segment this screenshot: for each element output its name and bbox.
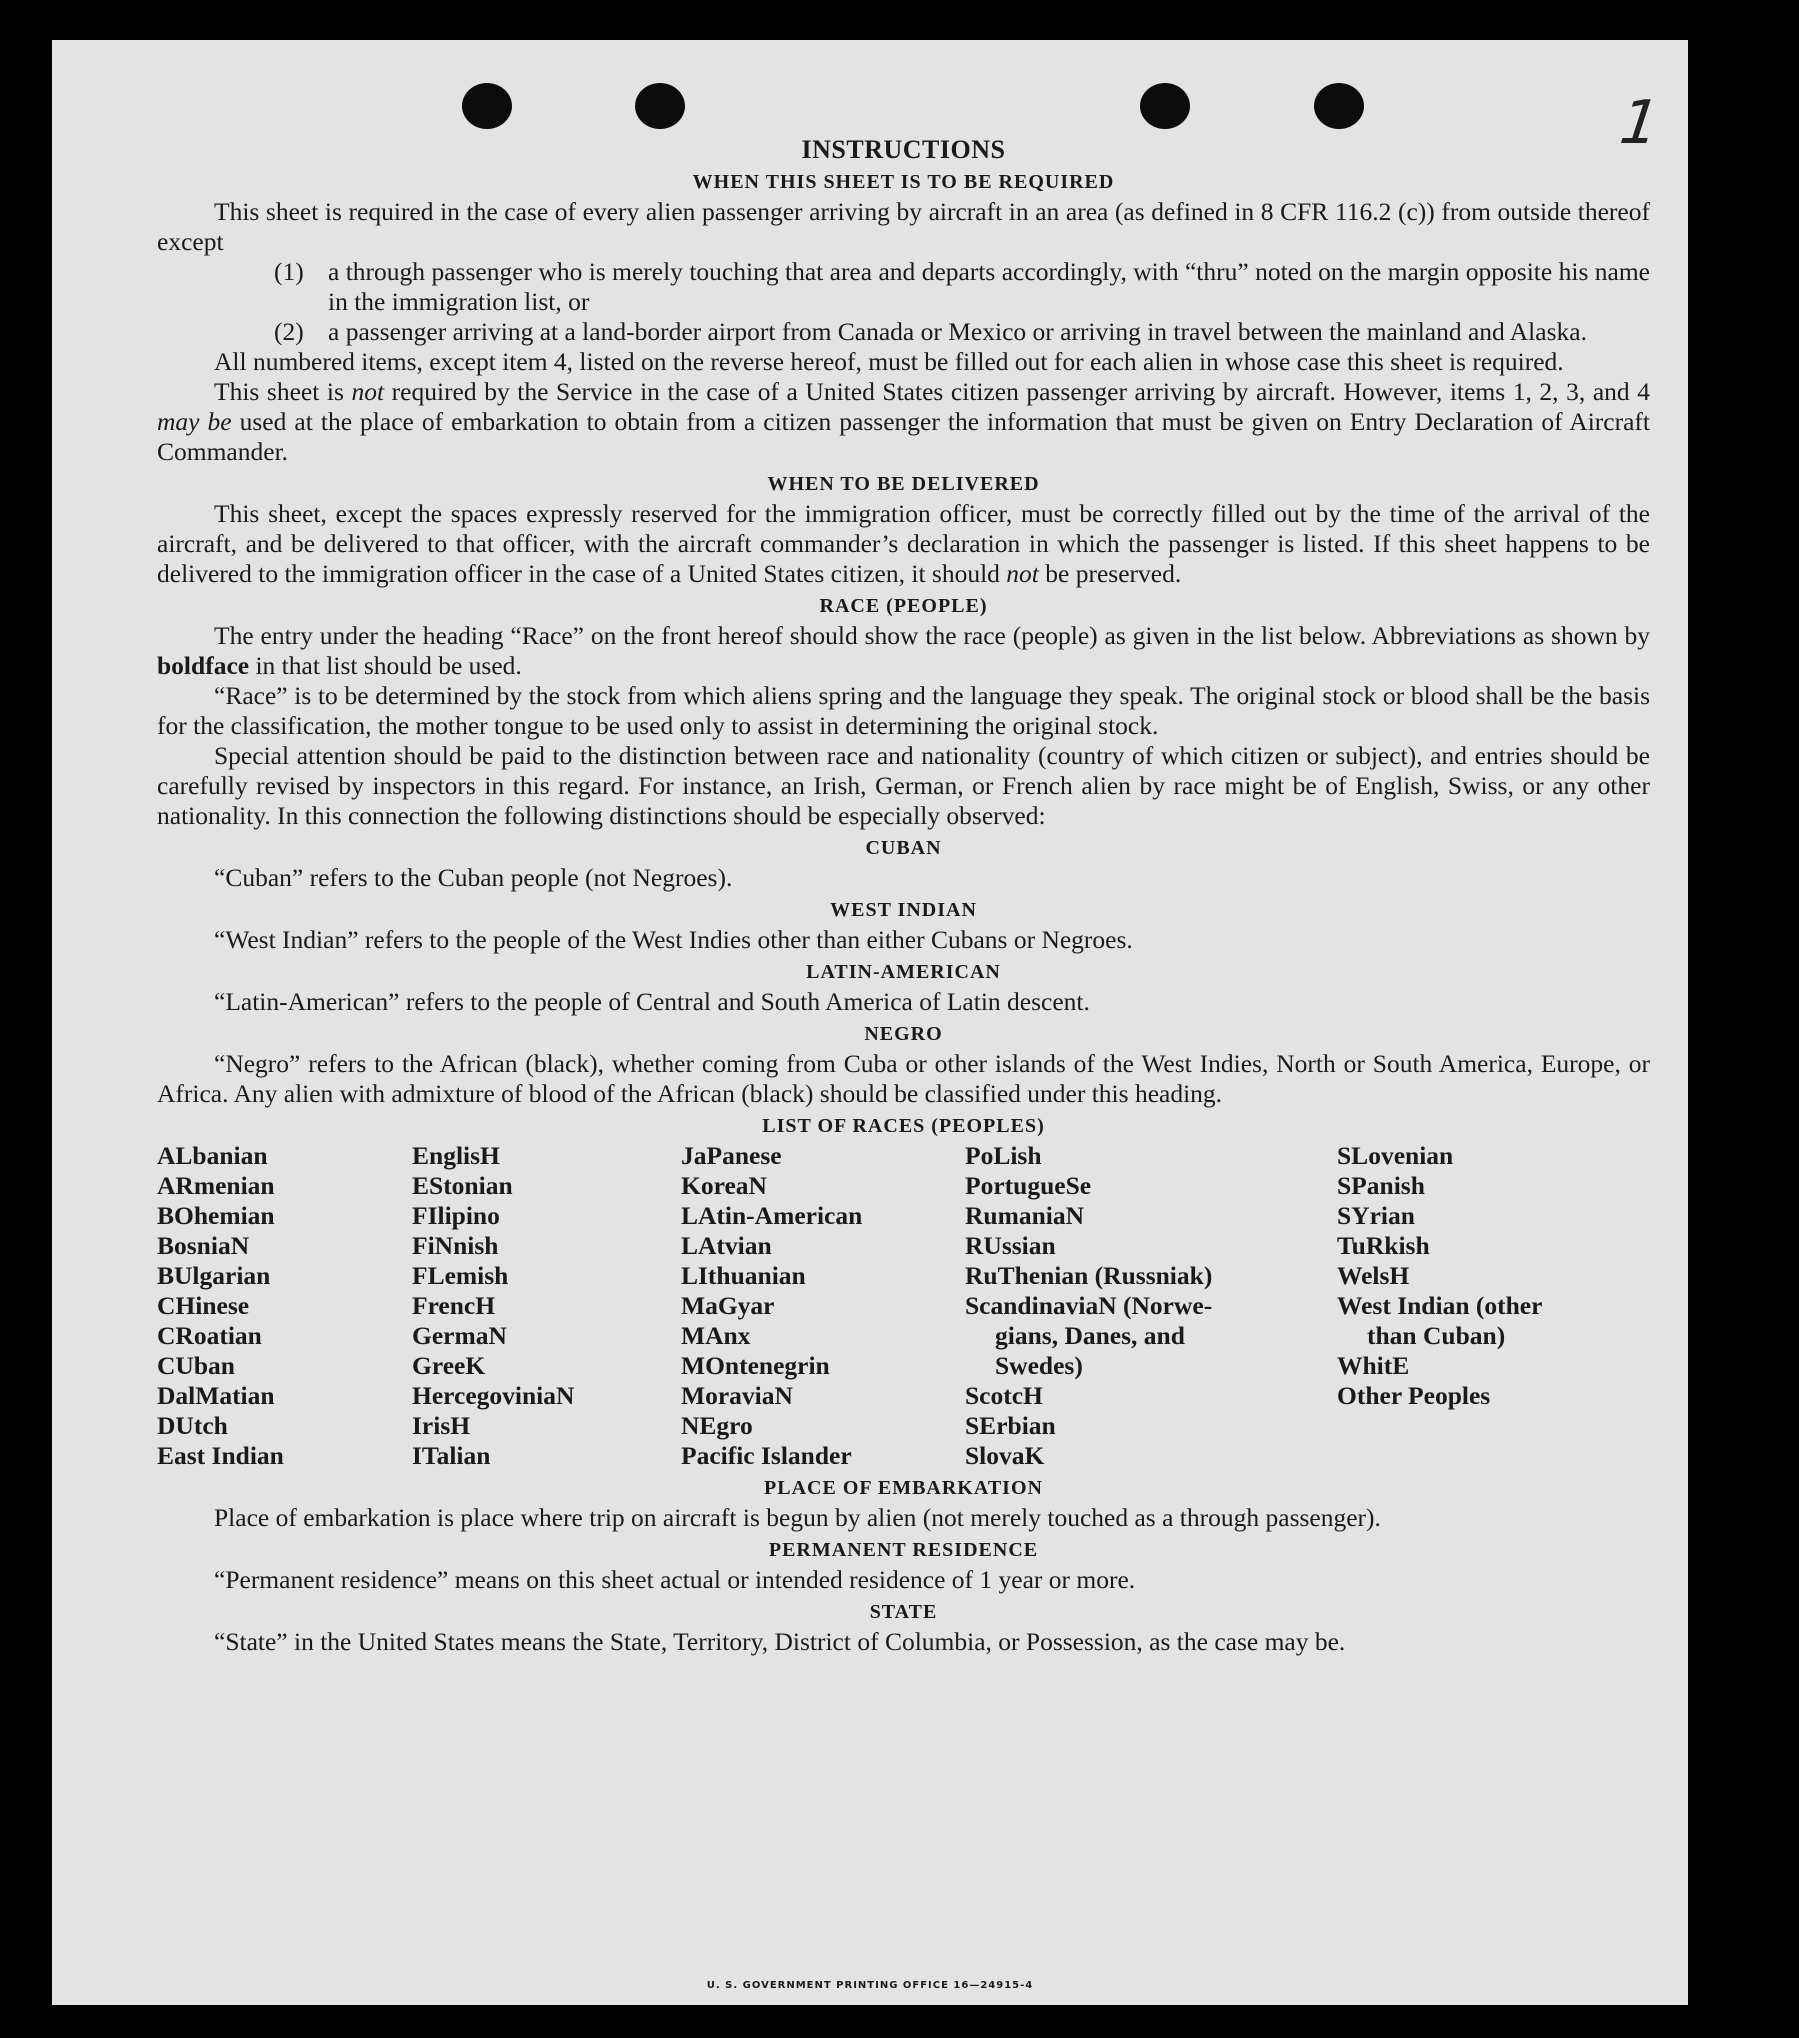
race-entry: BOhemian: [157, 1201, 275, 1230]
race-entry: SErbian: [965, 1411, 1056, 1440]
section-heading: NEGRO: [864, 1023, 943, 1045]
race-entry: RUssian: [965, 1231, 1056, 1260]
race-entry: MOntenegrin: [681, 1351, 830, 1380]
race-entry: Other Peoples: [1337, 1381, 1491, 1410]
emphasis: boldface: [157, 651, 250, 680]
race-entry: IrisH: [412, 1411, 471, 1440]
race-entry: FIlipino: [412, 1201, 500, 1230]
race-entry: ITalian: [412, 1441, 491, 1470]
section-heading: PERMANENT RESIDENCE: [768, 1539, 1039, 1561]
race-entry: TuRkish: [1337, 1231, 1430, 1260]
punch-hole: [1140, 83, 1190, 129]
race-entry: GreeK: [412, 1351, 486, 1380]
race-entry: EStonian: [412, 1171, 513, 1200]
paragraph: This sheet is required in the case of every alien passenger arriving by aircraft in an area (as defined in 8 CFR 116.2 (c)) from outside thereof except: [157, 197, 1650, 256]
race-column: [965, 1141, 1212, 1471]
item-number: (2): [274, 317, 304, 346]
text-run: This sheet, except the spaces expressly reserved for the immigration officer, must be correctly filled out by the time of the arrival of the aircraft, and be delivered to that officer, with the aircraft commander’s declaration in which the passenger is listed. If this sheet happens to be delivered to the immigration officer in the case of a United States citizen, it should: [157, 499, 1650, 588]
race-entry: CUban: [157, 1351, 235, 1380]
race-entry: BUlgarian: [157, 1261, 271, 1290]
paragraph: “West Indian” refers to the people of the West Indies other than either Cubans or Negroes.: [214, 925, 1133, 954]
race-entry: WelsH: [1337, 1261, 1410, 1290]
race-entry: East Indian: [157, 1441, 284, 1470]
text-run: be preserved.: [1038, 559, 1182, 588]
item-text: a through passenger who is merely touching that area and departs accordingly, with “thru” noted on the margin opposite his name in the immigration list, or: [328, 257, 1650, 316]
race-entry: DUtch: [157, 1411, 228, 1440]
race-entry: FLemish: [412, 1261, 509, 1290]
section-heading: RACE (PEOPLE): [819, 595, 988, 617]
race-entry: JaPanese: [681, 1141, 782, 1170]
race-entry: LAtvian: [681, 1231, 772, 1260]
race-column: [681, 1141, 862, 1471]
race-entry: NEgro: [681, 1411, 753, 1440]
race-entry: CRoatian: [157, 1321, 262, 1350]
section-heading: WEST INDIAN: [830, 899, 977, 921]
section-heading: CUBAN: [865, 837, 942, 859]
race-entry: CHinese: [157, 1291, 250, 1320]
race-entry: BosniaN: [157, 1231, 250, 1260]
race-entry: KoreaN: [681, 1171, 767, 1200]
paragraph: All numbered items, except item 4, listed on the reverse hereof, must be filled out for each alien in whose case this sheet is required.: [214, 347, 1564, 376]
paragraph: “Latin-American” refers to the people of Central and South America of Latin descent.: [214, 987, 1090, 1016]
race-entry: than Cuban): [1367, 1321, 1506, 1350]
item-text: a passenger arriving at a land-border airport from Canada or Mexico or arriving in travel between the mainland and Alaska.: [328, 317, 1587, 346]
race-entry: RumaniaN: [965, 1201, 1085, 1230]
race-entry: SPanish: [1337, 1171, 1425, 1200]
race-entry: MoraviaN: [681, 1381, 793, 1410]
printer-imprint: U. S. GOVERNMENT PRINTING OFFICE 16—24915-4: [706, 1980, 1034, 1991]
race-column: [412, 1141, 574, 1471]
text-run: used at the place of embarkation to obtain from a citizen passenger the information that must be given on Entry Declaration of Aircraft Commander.: [157, 407, 1650, 466]
emphasis: not: [351, 377, 385, 406]
text-run: This sheet is: [214, 377, 352, 406]
race-entry: gians, Danes, and: [995, 1321, 1185, 1350]
race-entry: LIthuanian: [681, 1261, 806, 1290]
race-entry: MaGyar: [681, 1291, 775, 1320]
race-entry: EnglisH: [412, 1141, 500, 1170]
list-item: [274, 257, 1650, 317]
text-run: in that list should be used.: [249, 651, 522, 680]
page-number: 1: [1608, 88, 1670, 158]
section-heading: LATIN-AMERICAN: [806, 961, 1001, 983]
paragraph: “State” in the United States means the State, Territory, District of Columbia, or Possession, as the case may be.: [214, 1627, 1346, 1656]
document-sheet: [52, 40, 1688, 2005]
race-entry: ARmenian: [157, 1171, 275, 1200]
punch-hole: [462, 83, 512, 129]
paragraph: [157, 377, 1650, 467]
paragraph: [157, 499, 1650, 589]
race-entry: PortugueSe: [965, 1171, 1092, 1200]
race-entry: RuThenian (Russniak): [965, 1261, 1213, 1290]
race-entry: Pacific Islander: [681, 1441, 852, 1470]
race-entry: LAtin-American: [681, 1201, 863, 1230]
text-run: required by the Service in the case of a United States citizen passenger arriving by aircraft. However, items 1, 2, 3, and 4: [384, 377, 1650, 406]
race-entry: Swedes): [995, 1351, 1083, 1380]
punch-hole: [1314, 83, 1364, 129]
race-entry: PoLish: [965, 1141, 1042, 1170]
race-list: [157, 1141, 1650, 1471]
section-heading: LIST OF RACES (PEOPLES): [762, 1115, 1045, 1137]
race-entry: SLovenian: [1337, 1141, 1454, 1170]
race-entry: ScandinaviaN (Norwe-: [965, 1291, 1213, 1320]
race-column: [157, 1141, 284, 1471]
paragraph: Place of embarkation is place where trip on aircraft is begun by alien (not merely touched as a through passenger).: [214, 1503, 1381, 1532]
section-heading: WHEN THIS SHEET IS TO BE REQUIRED: [692, 171, 1115, 193]
paragraph: “Negro” refers to the African (black), whether coming from Cuba or other islands of the West Indies, North or South America, Europe, or Africa. Any alien with admixture of blood of the African (black) should be classified under this heading.: [157, 1049, 1650, 1108]
section-heading: PLACE OF EMBARKATION: [764, 1477, 1043, 1499]
punch-hole: [635, 83, 685, 129]
race-entry: ALbanian: [157, 1141, 268, 1170]
paragraph: “Permanent residence” means on this sheet actual or intended residence of 1 year or more.: [214, 1565, 1136, 1594]
text-run: The entry under the heading “Race” on the front hereof should show the race (people) as given in the list below. Abbreviations as shown by: [214, 621, 1650, 650]
item-number: (1): [274, 257, 304, 286]
paragraph: “Race” is to be determined by the stock from which aliens spring and the language they speak. The original stock or blood shall be the basis for the classification, the mother tongue to be used only to assist in determining the original stock.: [157, 681, 1650, 740]
page-title: INSTRUCTIONS: [801, 135, 1006, 164]
instructions-body: [157, 135, 1650, 1657]
section-heading: WHEN TO BE DELIVERED: [767, 473, 1040, 495]
race-entry: West Indian (other: [1337, 1291, 1543, 1320]
race-entry: DalMatian: [157, 1381, 275, 1410]
race-entry: SYrian: [1337, 1201, 1415, 1230]
list-item: [274, 317, 1650, 347]
race-entry: HercegoviniaN: [412, 1381, 575, 1410]
race-column: [1337, 1141, 1542, 1411]
paragraph: “Cuban” refers to the Cuban people (not Negroes).: [214, 863, 733, 892]
race-entry: SlovaK: [965, 1441, 1045, 1470]
emphasis: may be: [157, 407, 232, 436]
paragraph: Special attention should be paid to the distinction between race and nationality (country of which citizen or subject), and entries should be carefully revised by inspectors in this regard. For instance, an Irish, German, or French alien by race might be of English, Swiss, or any other nationality. In this connection the following distinctions should be especially observed:: [157, 741, 1650, 830]
race-entry: FrencH: [412, 1291, 496, 1320]
emphasis: not: [1006, 559, 1039, 588]
race-entry: GermaN: [412, 1321, 507, 1350]
race-entry: MAnx: [681, 1321, 751, 1350]
race-entry: WhitE: [1337, 1351, 1410, 1380]
race-entry: ScotcH: [965, 1381, 1043, 1410]
section-heading: STATE: [869, 1601, 938, 1623]
paragraph: [157, 621, 1650, 681]
race-entry: FiNnish: [412, 1231, 499, 1260]
